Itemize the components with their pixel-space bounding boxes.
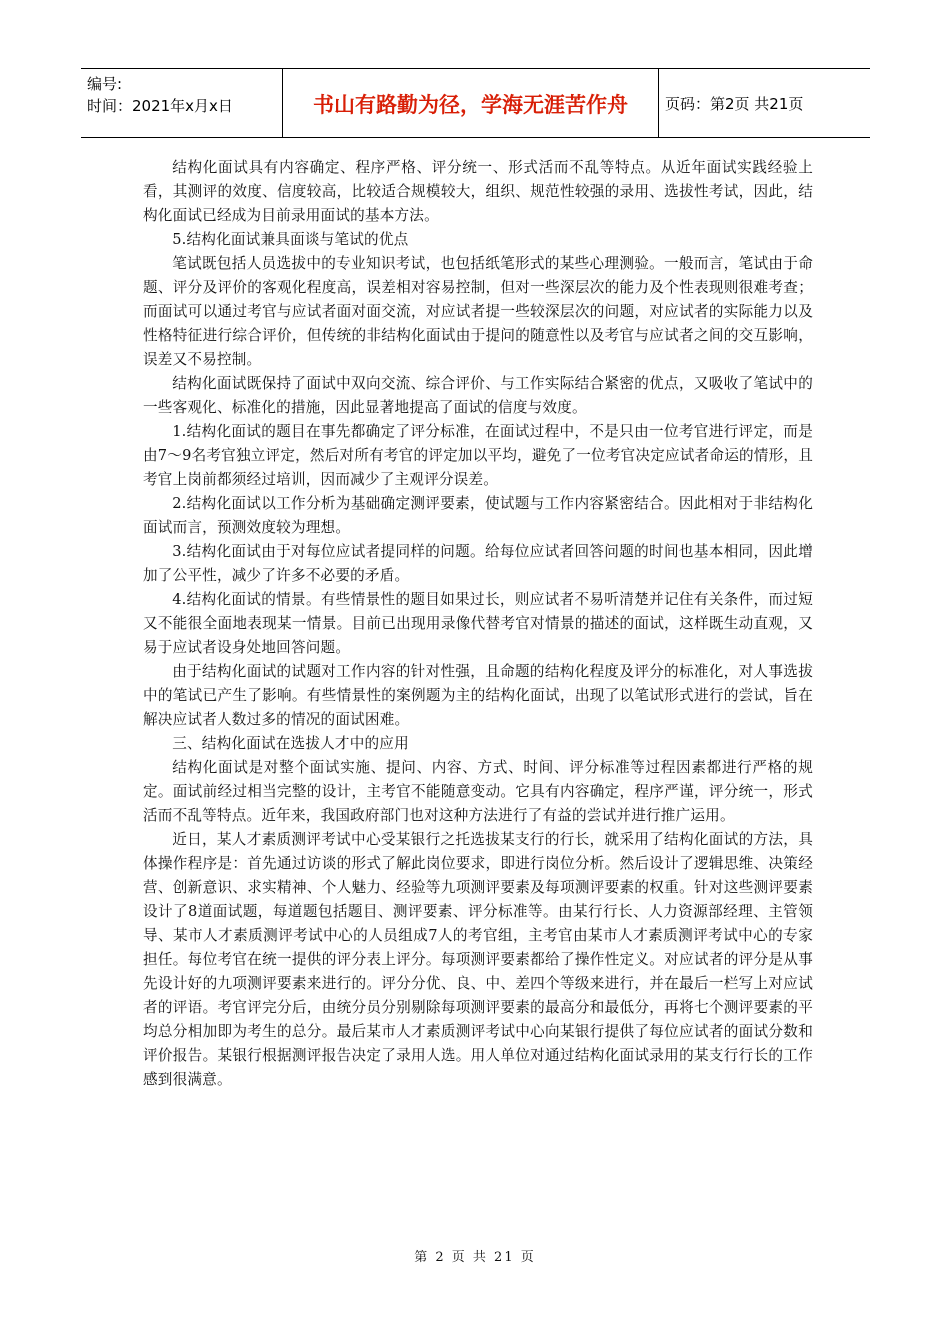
paragraph: 由于结构化面试的试题对工作内容的针对性强，且命题的结构化程度及评分的标准化，对人事选拔中的笔试已产生了影响。有些情景性的案例题为主的结构化面试，出现了以笔试形式进行的尝试，旨在解决应试者人数过多的情况的面试困难。 xyxy=(143,663,813,728)
paragraph: 近日，某人才素质测评考试中心受某银行之托选拔某支行的行长，就采用了结构化面试的方法，具体操作程序是：首先通过访谈的形式了解此岗位要求，即进行岗位分析。然后设计了逻辑思维、决策经营、创新意识、求实精神、个人魅力、经验等九项测评要素及每项测评要素的权重。针对这些测评要素设计了8道面试题，每道题包括题目、测评要素、评分标准等。由某行行长、人力资源部经理、主管领导、某市人才素质测评考试中心的人员组成7人的考官组，主考官由某市人才素质测评考试中心的专家担任。每位考官在统一提供的评分表上评分。每项测评要素都给了操作性定义。对应试者的评分是从事先设计好的九项测评要素来进行的。评分分优、良、中、差四个等级来进行，并在最后一栏写上对应试者的评语。考官评完分后，由统分员分别剔除每项测评要素的最高分和最低分，再将七个测评要素的平均总分相加即为考生的总分。最后某市人才素质测评考试中心向某银行提供了每位应试者的面试分数和评价报告。某银行根据测评报告决定了录用人选。用人单位对通过结构化面试录用的某支行行长的工作感到很满意。 xyxy=(143,831,813,1088)
paragraph: 1.结构化面试的题目在事先都确定了评分标准，在面试过程中，不是只由一位考官进行评定，而是由7～9名考官独立评定，然后对所有考官的评定加以平均，避免了一位考官决定应试者命运的情形，且考官上岗前都须经过培训，因而减少了主观评分误差。 xyxy=(143,423,813,488)
document-body xyxy=(143,156,813,1092)
section-heading: 三、结构化面试在选拔人才中的应用 xyxy=(172,735,409,752)
paragraph: 笔试既包括人员选拔中的专业知识考试，也包括纸笔形式的某些心理测验。一般而言，笔试由于命题、评分及评价的客观化程度高，误差相对容易控制，但对一些深层次的能力及个性表现则很难考查；而面试可以通过考官与应试者面对面交流，对应试者提一些较深层次的问题，对应试者的实际能力以及性格特征进行综合评价，但传统的非结构化面试由于提问的随意性以及考官与应试者之间的交互影响，误差又不易控制。 xyxy=(143,255,813,368)
header-motto: 书山有路勤为径，学海无涯苦作舟 xyxy=(283,69,659,137)
header-page-label: 页码：第2页 共21页 xyxy=(665,94,804,113)
header-meta-cell xyxy=(81,69,283,137)
paragraph: 2.结构化面试以工作分析为基础确定测评要素，使试题与工作内容紧密结合。因此相对于非结构化面试而言，预测效度较为理想。 xyxy=(143,495,813,536)
paragraph: 结构化面试既保持了面试中双向交流、综合评价、与工作实际结合紧密的优点，又吸收了笔试中的一些客观化、标准化的措施，因此显著地提高了面试的信度与效度。 xyxy=(143,375,813,416)
document-time-label: 时间：2021年x月x日 xyxy=(87,97,233,115)
section-heading: 5.结构化面试兼具面谈与笔试的优点 xyxy=(172,231,409,248)
paragraph: 结构化面试具有内容确定、程序严格、评分统一、形式活而不乱等特点。从近年面试实践经验上看，其测评的效度、信度较高，比较适合规模较大，组织、规范性较强的录用、选拔性考试，因此，结构化面试已经成为目前录用面试的基本方法。 xyxy=(143,159,813,224)
document-number-label: 编号: xyxy=(87,75,123,93)
paragraph: 3.结构化面试由于对每位应试者提同样的问题。给每位应试者回答问题的时间也基本相同，因此增加了公平性，减少了许多不必要的矛盾。 xyxy=(143,543,813,584)
page-header xyxy=(81,68,870,138)
paragraph: 4.结构化面试的情景。有些情景性的题目如果过长，则应试者不易听清楚并记住有关条件，而过短又不能很全面地表现某一情景。目前已出现用录像代替考官对情景的描述的面试，这样既生动直观，又易于应试者设身处地回答问题。 xyxy=(143,591,813,656)
page-footer: 第 2 页 共 21 页 xyxy=(414,1250,536,1265)
paragraph: 结构化面试是对整个面试实施、提问、内容、方式、时间、评分标准等过程因素都进行严格的规定。面试前经过相当完整的设计，主考官不能随意变动。它具有内容确定，程序严谨，评分统一，形式活而不乱等特点。近年来，我国政府部门也对这种方法进行了有益的尝试并进行推广运用。 xyxy=(143,759,813,824)
